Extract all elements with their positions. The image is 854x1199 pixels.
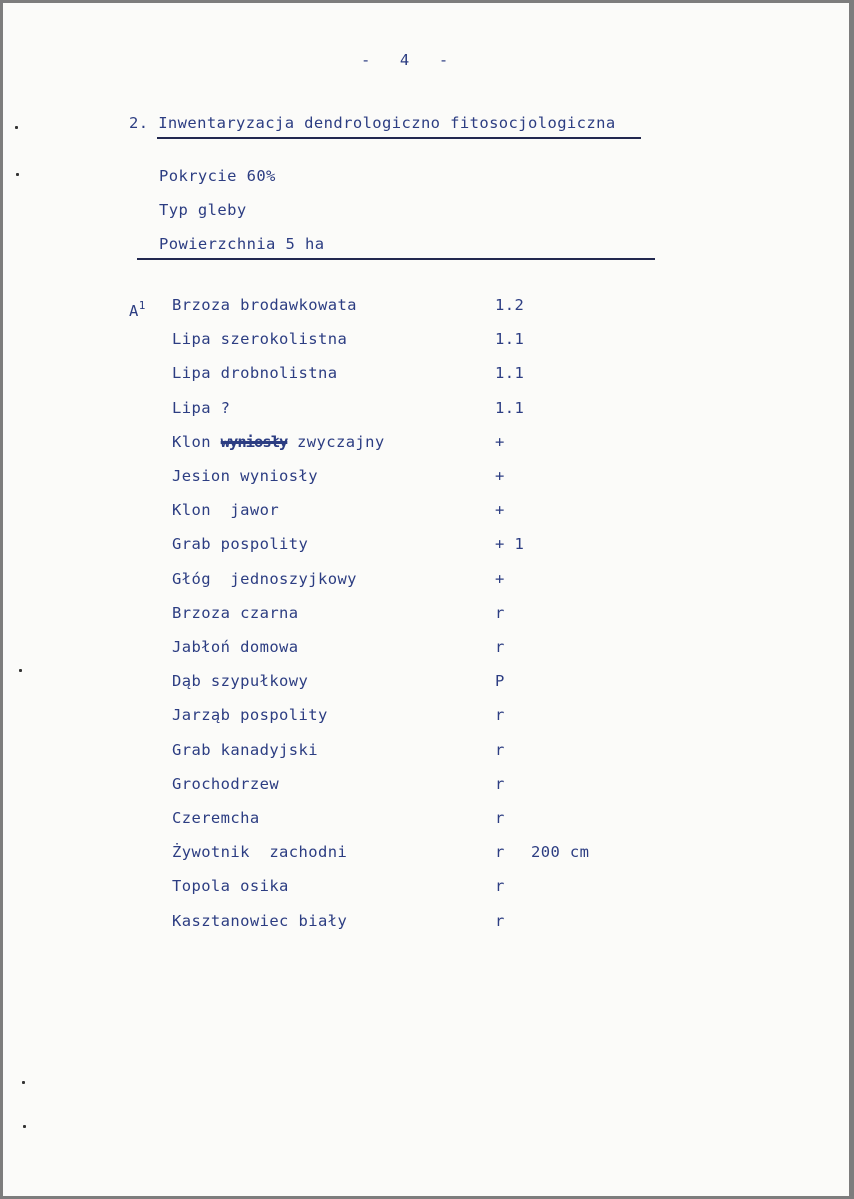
document-page xyxy=(3,3,849,1196)
species-name: Lipa szerokolistna xyxy=(172,330,348,348)
abundance-value: 1.1 xyxy=(495,330,525,348)
struck-out-word: wyniosły xyxy=(220,433,288,451)
species-name: Grochodrzew xyxy=(172,775,280,793)
layer-label xyxy=(129,297,146,320)
abundance-value: r xyxy=(495,741,505,759)
abundance-value: 1.2 xyxy=(495,296,525,314)
margin-mark xyxy=(16,173,19,176)
species-name: Lipa drobnolistna xyxy=(172,364,338,382)
species-name: Jarząb pospolity xyxy=(172,706,328,724)
abundance-value: 1.1 xyxy=(495,399,525,417)
species-name: Grab pospolity xyxy=(172,535,309,553)
species-name: Lipa ? xyxy=(172,399,231,417)
margin-mark xyxy=(22,1081,25,1084)
margin-mark xyxy=(15,126,18,129)
species-name: Czeremcha xyxy=(172,809,260,827)
species-name: Żywotnik zachodni xyxy=(172,843,348,861)
species-name: Jesion wyniosły xyxy=(172,467,318,485)
section-divider xyxy=(137,258,655,260)
section-heading: 2. Inwentaryzacja dendrologiczno fitosocjologiczna xyxy=(129,114,616,132)
abundance-value: r xyxy=(495,912,505,930)
species-name: Grab kanadyjski xyxy=(172,741,318,759)
margin-mark xyxy=(23,1125,26,1128)
abundance-value: + 1 xyxy=(495,535,525,553)
margin-mark xyxy=(19,669,22,672)
species-name: Klon jawor xyxy=(172,501,280,519)
species-name: Jabłoń domowa xyxy=(172,638,299,656)
abundance-value: P xyxy=(495,672,505,690)
layer-superscript: 1 xyxy=(138,299,146,312)
species-name: Dąb szypułkowy xyxy=(172,672,309,690)
species-name: Brzoza czarna xyxy=(172,604,299,622)
heading-underline xyxy=(157,137,641,139)
area-line: Powierzchnia 5 ha xyxy=(159,235,325,253)
species-name: Kasztanowiec biały xyxy=(172,912,348,930)
abundance-value: + xyxy=(495,501,505,519)
height-note: 200 cm xyxy=(531,843,590,861)
abundance-value: r xyxy=(495,604,505,622)
layer-letter: A xyxy=(129,302,139,320)
species-name: Topola osika xyxy=(172,877,289,895)
abundance-value: r xyxy=(495,638,505,656)
species-name-part: zwyczajny xyxy=(287,433,385,451)
abundance-value: r xyxy=(495,809,505,827)
abundance-value: r xyxy=(495,877,505,895)
abundance-value: + xyxy=(495,467,505,485)
abundance-value: 1.1 xyxy=(495,364,525,382)
species-name: Głóg jednoszyjkowy xyxy=(172,570,357,588)
species-name: Brzoza brodawkowata xyxy=(172,296,357,314)
abundance-value: r xyxy=(495,843,505,861)
species-name xyxy=(172,433,385,451)
abundance-value: + xyxy=(495,570,505,588)
species-name-part: Klon xyxy=(172,433,221,451)
page-number: - 4 - xyxy=(361,51,449,69)
coverage-line: Pokrycie 60% xyxy=(159,167,276,185)
soil-type-line: Typ gleby xyxy=(159,201,247,219)
abundance-value: r xyxy=(495,775,505,793)
abundance-value: + xyxy=(495,433,505,451)
abundance-value: r xyxy=(495,706,505,724)
